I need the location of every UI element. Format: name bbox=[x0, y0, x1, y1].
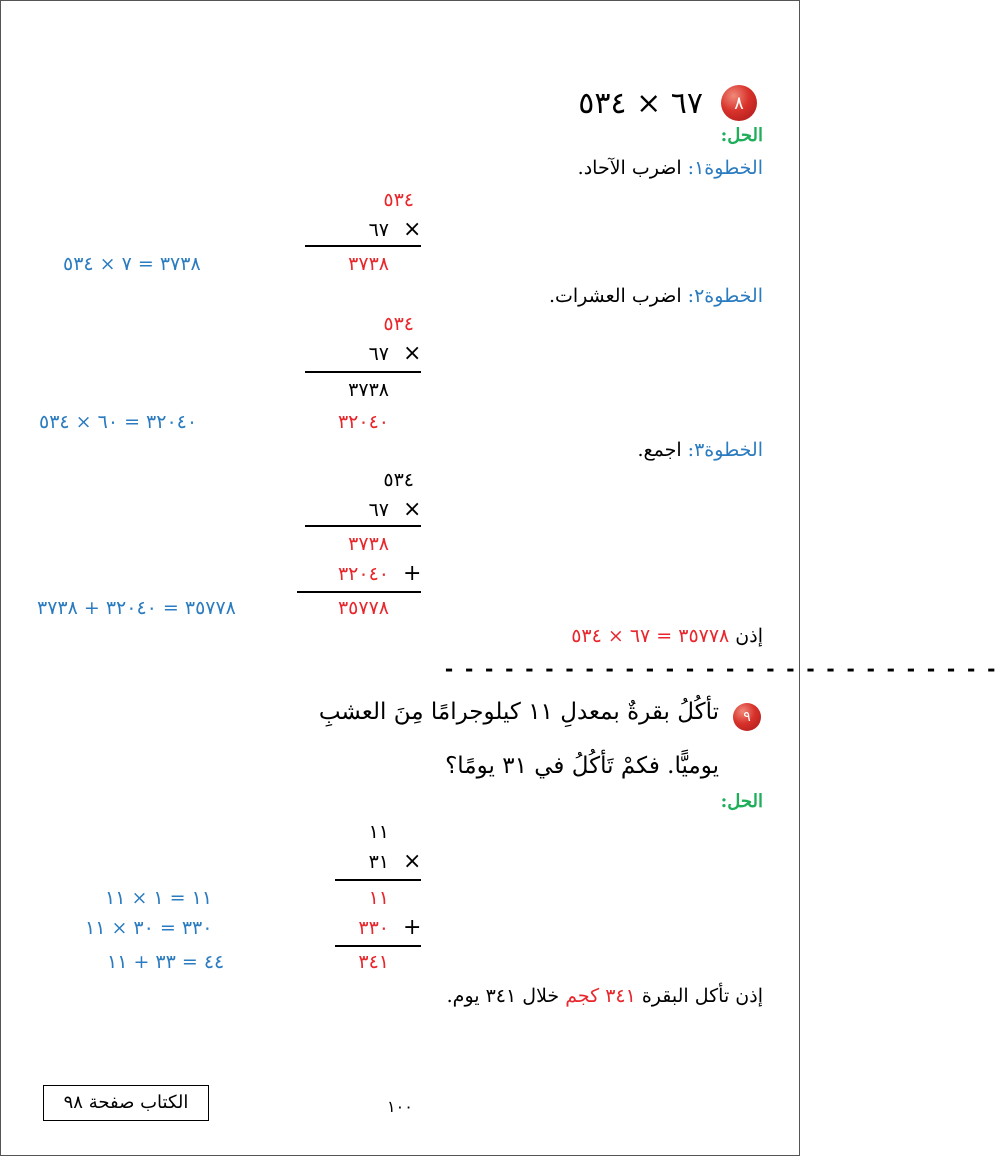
q8-step2-partial1: ٣٧٣٨ bbox=[348, 379, 389, 401]
q8-step3-partial2: ٣٢٠٤٠ bbox=[337, 563, 389, 585]
q8-conclusion-expr: ٣٥٧٧٨ = ٦٧ × ٥٣٤ bbox=[571, 625, 730, 647]
q9-conclusion bbox=[447, 987, 763, 1006]
q8-step2-note: ٣٢٠٤٠ = ٦٠ × ٥٣٤ bbox=[39, 411, 198, 433]
q9-mult: ٣١ bbox=[368, 851, 389, 873]
q8-step1-result: ٣٧٣٨ bbox=[348, 253, 389, 275]
page-number: ١٠٠ bbox=[387, 1097, 413, 1116]
q8-step2-text: اضرب العشرات. bbox=[548, 285, 688, 307]
q9-result: ٣٤١ bbox=[358, 951, 389, 973]
q8-step3-times: × bbox=[403, 497, 422, 522]
q8-step2-line bbox=[305, 371, 421, 373]
q9-conclusion-amount: ٣٤١ كجم bbox=[565, 985, 636, 1007]
q8-step3-partial1: ٣٧٣٨ bbox=[348, 533, 389, 555]
q8-step2-top: ٥٣٤ bbox=[383, 313, 414, 335]
question-8-number: ٨ bbox=[734, 92, 744, 114]
q8-step3-label: الخطوة٣: bbox=[687, 439, 763, 461]
q9-conclusion-prefix: إذن تأكل البقرة bbox=[635, 985, 763, 1007]
q9-conclusion-suffix: خلال ٣٤١ يوم. bbox=[446, 985, 566, 1007]
q9-note1: ١١ = ١ × ١١ bbox=[105, 887, 213, 909]
question-9-number: ٩ bbox=[743, 709, 751, 725]
q8-step3-line1 bbox=[305, 525, 421, 527]
book-page-reference: الكتاب صفحة ٩٨ bbox=[43, 1085, 209, 1121]
q8-step2-times: × bbox=[403, 341, 422, 366]
q9-plus: + bbox=[403, 915, 422, 940]
q9-partial2: ٣٣٠ bbox=[358, 917, 389, 939]
q9-note3: ٤٤ = ٣٣ + ١١ bbox=[107, 951, 225, 973]
q8-step3-plus: + bbox=[403, 561, 422, 586]
q8-step1-heading bbox=[578, 159, 763, 178]
question-9-badge bbox=[733, 703, 761, 731]
q8-step3-text: اجمع. bbox=[637, 439, 688, 461]
q8-step1-label: الخطوة١: bbox=[687, 157, 763, 179]
q8-step1-times: × bbox=[403, 217, 422, 242]
q8-step3-note: ٣٥٧٧٨ = ٣٢٠٤٠ + ٣٧٣٨ bbox=[37, 597, 236, 619]
q9-line1 bbox=[335, 879, 421, 881]
q9-partial1: ١١ bbox=[368, 887, 389, 909]
q9-top: ١١ bbox=[368, 821, 389, 843]
q8-step1-mult: ٦٧ bbox=[368, 219, 389, 241]
question-8-badge bbox=[721, 85, 757, 121]
q9-times: × bbox=[403, 849, 422, 874]
q8-conclusion bbox=[571, 627, 763, 646]
q8-conclusion-prefix: إذن bbox=[729, 625, 763, 647]
q8-step3-heading bbox=[637, 441, 763, 460]
q9-problem-line1: تأكُلُ بقرةٌ بمعدلِ ١١ كيلوجرامًا مِنَ العشبِ bbox=[318, 699, 719, 725]
q8-step2-mult: ٦٧ bbox=[368, 343, 389, 365]
q9-problem-line2: يوميًّا. فكمْ تَأكُلُ في ٣١ يومًا؟ bbox=[445, 753, 719, 779]
q8-solution-label: الحل: bbox=[720, 125, 763, 146]
q8-step1-text: اضرب الآحاد. bbox=[577, 157, 688, 179]
q9-note2: ٣٣٠ = ٣٠ × ١١ bbox=[85, 917, 213, 939]
section-divider: - - - - - - - - - - - - - - - - - - - - - - - - - - - - bbox=[443, 657, 995, 681]
q8-step3-line2 bbox=[297, 591, 421, 593]
q8-step2-heading bbox=[549, 287, 763, 306]
q8-step1-top: ٥٣٤ bbox=[383, 189, 414, 211]
q8-step1-line bbox=[305, 245, 421, 247]
q8-step3-result: ٣٥٧٧٨ bbox=[337, 597, 389, 619]
q8-step2-result: ٣٢٠٤٠ bbox=[337, 411, 389, 433]
q8-step3-mult: ٦٧ bbox=[368, 499, 389, 521]
q9-solution-label: الحل: bbox=[720, 791, 763, 812]
q8-step3-top: ٥٣٤ bbox=[383, 469, 414, 491]
q9-line2 bbox=[335, 945, 421, 947]
q8-step1-note: ٣٧٣٨ = ٧ × ٥٣٤ bbox=[63, 253, 201, 275]
q8-step2-label: الخطوة٢: bbox=[687, 285, 763, 307]
question-8-expression: ٦٧ × ٥٣٤ bbox=[578, 86, 703, 121]
